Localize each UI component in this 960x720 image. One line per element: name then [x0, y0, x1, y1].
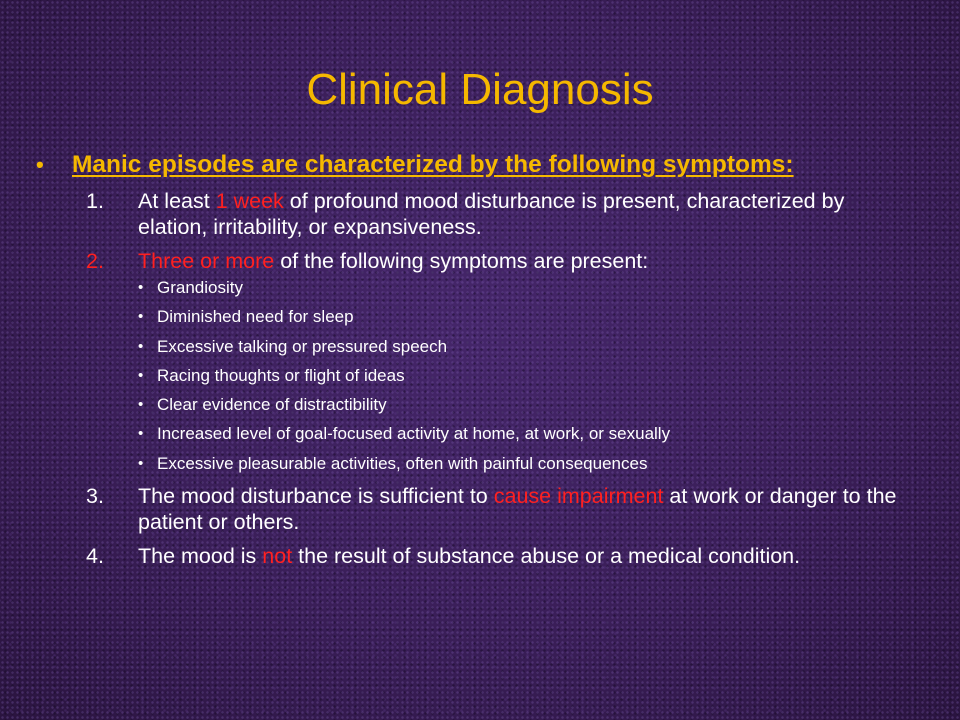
slide-title: Clinical Diagnosis	[306, 65, 654, 114]
symptom-text: Racing thoughts or flight of ideas	[157, 365, 405, 385]
symptom-item	[138, 278, 916, 298]
symptom-item	[138, 307, 916, 327]
criterion-text: at work or danger to the patient or others.	[138, 484, 897, 535]
symptom-item	[138, 337, 916, 357]
criterion-text: of profound mood disturbance is present, characterized by elation, irritability, or expansiveness.	[138, 189, 845, 239]
symptom-text: Clear evidence of distractibility	[157, 395, 387, 415]
criterion-text: the result of substance abuse or a medical condition.	[292, 544, 801, 569]
lead-bullet-item	[36, 150, 916, 180]
bullet-icon: •	[138, 337, 144, 355]
criterion-highlight: Three or more	[138, 249, 275, 273]
bullet-icon: •	[138, 366, 144, 384]
criterion-text: The mood is	[138, 544, 263, 569]
lead-text: Manic episodes are characterized by the following symptoms:	[72, 151, 794, 178]
criterion-number: 2.	[86, 249, 104, 273]
symptom-text: Excessive talking or pressured speech	[157, 336, 448, 356]
criterion-number: 4.	[86, 544, 104, 569]
bullet-icon: •	[138, 308, 144, 326]
criterion-text: At least	[138, 189, 216, 213]
symptom-text: Grandiosity	[157, 278, 243, 297]
symptom-item	[138, 424, 916, 444]
symptom-item	[138, 366, 916, 386]
criterion-highlight: 1 week	[215, 189, 284, 213]
symptom-list	[138, 278, 916, 474]
criterion-text: of the following symptoms are present:	[274, 249, 649, 273]
symptom-text: Increased level of goal-focused activity at home, at work, or sexually	[157, 424, 671, 444]
criterion-4	[36, 543, 916, 569]
slide-content	[36, 150, 916, 577]
bullet-icon: •	[138, 454, 144, 472]
symptom-text: Excessive pleasurable activities, often with painful consequences	[157, 453, 648, 473]
criterion-2	[36, 248, 916, 474]
criterion-number: 3.	[86, 484, 104, 509]
symptom-text: Diminished need for sleep	[157, 307, 354, 327]
bullet-icon: •	[138, 396, 144, 414]
criterion-1	[36, 188, 916, 240]
symptom-item	[138, 395, 916, 415]
bullet-icon: •	[36, 152, 44, 177]
criterion-3	[36, 483, 916, 535]
symptom-item	[138, 454, 916, 474]
criterion-highlight: cause impairment	[493, 484, 664, 509]
bullet-icon: •	[138, 425, 144, 443]
criterion-number: 1.	[86, 189, 104, 213]
criterion-highlight: not	[262, 544, 293, 569]
criterion-text: The mood disturbance is sufficient to	[138, 484, 494, 509]
criteria-list	[36, 188, 916, 569]
bullet-icon: •	[138, 279, 144, 296]
